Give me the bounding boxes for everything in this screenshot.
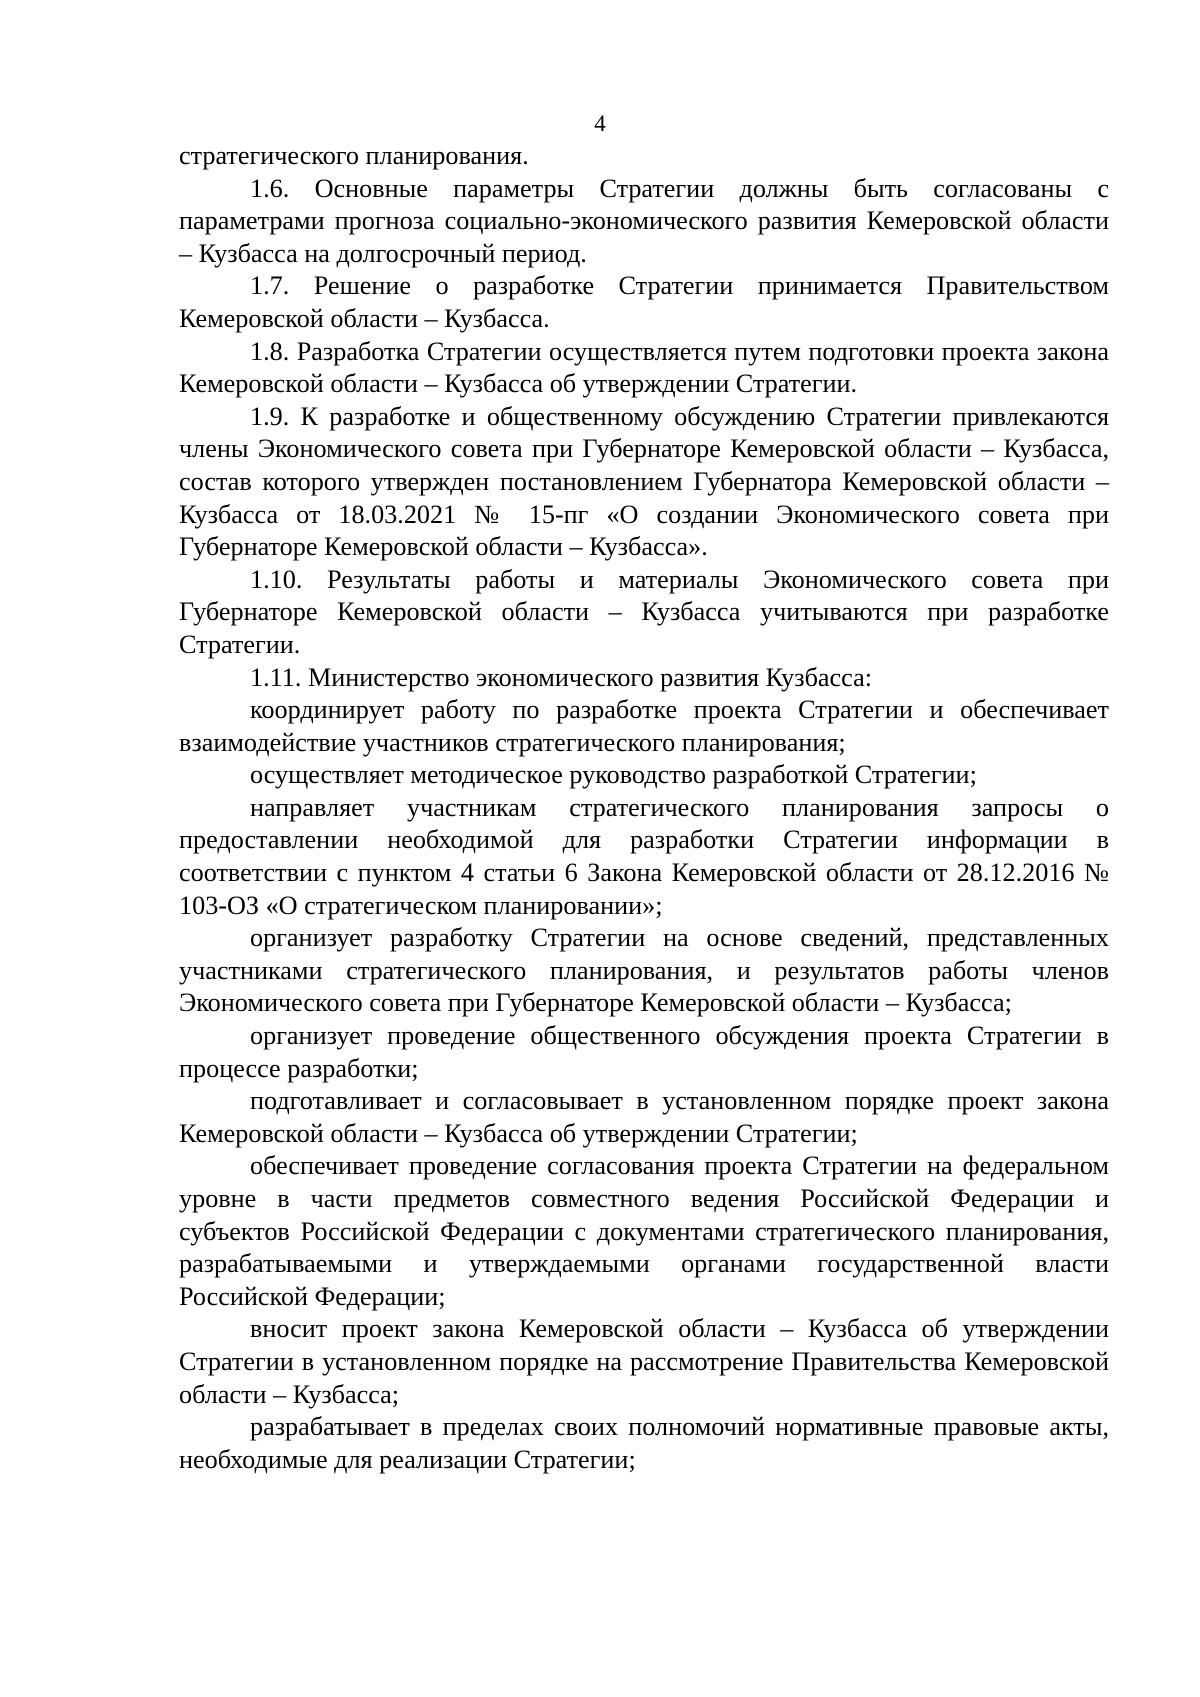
paragraph: 1.10. Результаты работы и материалы Экономического совета при Губернаторе Кемеровской области – Кузбасса учитываются при разработке Стратегии. [179, 564, 1109, 659]
paragraph: разрабатывает в пределах своих полномочий нормативные правовые акты, необходимые для реализации Стратегии; [179, 1412, 1109, 1474]
paragraph: осуществляет методическое руководство разработкой Стратегии; [250, 760, 977, 790]
paragraph: 1.9. К разработке и общественному обсуждению Стратегии привлекаются члены Экономического совета при Губернаторе Кемеровской области – Кузбасса, состав которого утвержден постановлением Губернатора Кемеровской области – Кузбасса от 18.03.2021 № 15-пг «О создании Экономического совета при Губернаторе Кемеровской области – Кузбасса». [179, 401, 1109, 562]
paragraph: 1.7. Решение о разработке Стратегии принимается Правительством Кемеровской области – Кузбасса. [179, 271, 1109, 333]
paragraph: вносит проект закона Кемеровской области – Кузбасса об утверждении Стратегии в установленном порядке на рассмотрение Правительства Кемеровской области – Кузбасса; [179, 1314, 1109, 1409]
paragraph: организует проведение общественного обсуждения проекта Стратегии в процессе разработки; [179, 1021, 1109, 1083]
paragraph: 1.8. Разработка Стратегии осуществляется путем подготовки проекта закона Кемеровской области – Кузбасса об утверждении Стратегии. [179, 336, 1109, 399]
page-number: 4 [594, 111, 606, 136]
paragraph: стратегического планирования. [179, 141, 529, 170]
paragraph: координирует работу по разработке проекта Стратегии и обеспечивает взаимодействие участников стратегического планирования; [179, 695, 1109, 757]
paragraph: 1.11. Министерство экономического развития Кузбасса: [250, 662, 873, 692]
paragraph: подготавливает и согласовывает в установленном порядке проект закона Кемеровской области – Кузбасса об утверждении Стратегии; [179, 1086, 1109, 1148]
paragraph: направляет участникам стратегического планирования запросы о предоставлении необходимой для разработки Стратегии информации в соответствии с пунктом 4 статьи 6 Закона Кемеровской области от 28.12.2016 № 103-ОЗ «О стратегическом планировании»; [179, 792, 1109, 920]
document-body [179, 140, 1109, 1476]
paragraph: обеспечивает проведение согласования проекта Стратегии на федеральном уровне в части предметов совместного ведения Российской Федерации и субъектов Российской Федерации с документами стратегического планирования, разрабатываемыми и утверждаемыми органами государственной власти Российской Федерации; [179, 1151, 1109, 1311]
paragraph: 1.6. Основные параметры Стратегии должны быть согласованы с параметрами прогноза социально-экономического развития Кемеровской области – Кузбасса на долгосрочный период. [179, 173, 1109, 268]
paragraph: организует разработку Стратегии на основе сведений, представленных участниками стратегического планирования, и результатов работы членов Экономического совета при Губернаторе Кемеровской области – Кузбасса; [179, 923, 1109, 1018]
